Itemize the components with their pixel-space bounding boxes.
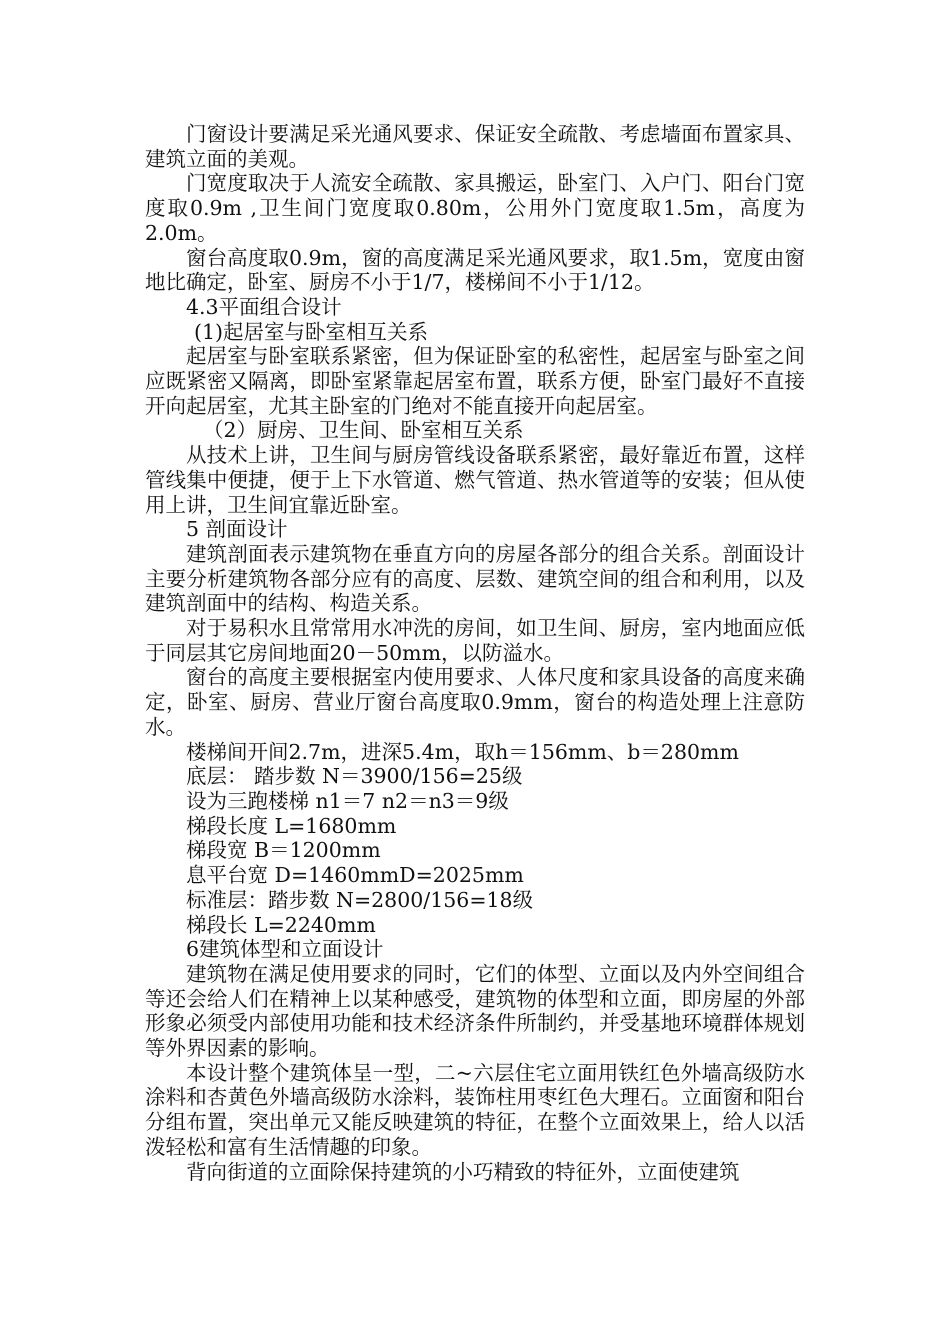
document-page [145, 122, 805, 1184]
paragraph: 建筑物在满足使用要求的同时，它们的体型、立面以及内外空间组合等还会给人们在精神上以某种感受，建筑物的体型和立面，即房屋的外部形象必须受内部使用功能和技术经济条件所制约，并受基地环境群体规划等外界因素的影响。 [145, 961, 805, 1061]
stair-spec-line: 标准层：踏步数 N=2800/156=18级 [186, 887, 534, 912]
stair-spec-line: 梯段长 L=2240mm [186, 912, 376, 937]
stair-spec-line: 设为三跑楼梯 n1＝7 n2＝n3＝9级 [186, 788, 509, 813]
stair-spec-line: 息平台宽 D=1460mmD=2025mm [186, 863, 524, 888]
section-heading: 6建筑体型和立面设计 [186, 937, 384, 962]
stair-spec-line: 底层： 踏步数 N＝3900/156=25级 [186, 764, 523, 789]
stair-spec-line: 梯段宽 B＝1200mm [186, 838, 381, 863]
paragraph: 对于易积水且常常用水冲洗的房间，如卫生间、厨房，室内地面应低于同层其它房间地面20－50mm，以防溢水。 [145, 616, 805, 665]
paragraph: 建筑剖面表示建筑物在垂直方向的房屋各部分的组合关系。剖面设计主要分析建筑物各部分应有的高度、层数、建筑空间的组合和利用，以及建筑剖面中的结构、构造关系。 [145, 541, 805, 616]
paragraph: 窗台高度取0.9m，窗的高度满足采光通风要求，取1.5m，宽度由窗地比确定，卧室、厨房不小于1/7，楼梯间不小于1/12。 [145, 245, 805, 295]
paragraph: 窗台的高度主要根据室内使用要求、人体尺度和家具设备的高度来确定，卧室、厨房、营业厅窗台高度取0.9mm，窗台的构造处理上注意防水。 [145, 665, 805, 739]
stair-spec-line: 楼梯间开间2.7m，进深5.4m，取h＝156mm、b＝280mm [186, 739, 739, 764]
paragraph: 门窗设计要满足采光通风要求、保证安全疏散、考虑墙面布置家具、建筑立面的美观。 [145, 122, 805, 171]
subsection-heading: （2）厨房、卫生间、卧室相互关系 [203, 418, 524, 443]
stair-spec-line: 梯段长度 L=1680mm [186, 813, 397, 838]
paragraph: 背向街道的立面除保持建筑的小巧精致的特征外，立面使建筑 [186, 1159, 740, 1184]
paragraph: 起居室与卧室联系紧密，但为保证卧室的私密性，起居室与卧室之间应既紧密又隔离，即卧室紧靠起居室布置，联系方便，卧室门最好不直接开向起居室，尤其主卧室的门绝对不能直接开向起居室。 [145, 344, 805, 418]
paragraph: 门宽度取决于人流安全疏散、家具搬运，卧室门、入户门、阳台门宽度取0.9m ,卫生间门宽度取0.80m，公用外门宽度取1.5m，高度为2.0m。 [145, 171, 805, 245]
section-heading: 5 剖面设计 [186, 517, 288, 542]
subsection-heading: (1)起居室与卧室相互关系 [194, 319, 429, 344]
paragraph: 本设计整个建筑体呈一型，二~六层住宅立面用铁红色外墙高级防水涂料和杏黄色外墙高级防水涂料，装饰柱用枣红色大理石。立面窗和阳台分组布置，突出单元又能反映建筑的特征，在整个立面效果上，给人以活泼轻松和富有生活情趣的印象。 [145, 1060, 805, 1159]
paragraph: 从技术上讲，卫生间与厨房管线设备联系紧密，最好靠近布置，这样管线集中便捷，便于上下水管道、燃气管道、热水管道等的安装；但从使用上讲，卫生间宜靠近卧室。 [145, 443, 805, 517]
section-heading: 4.3平面组合设计 [186, 294, 342, 319]
